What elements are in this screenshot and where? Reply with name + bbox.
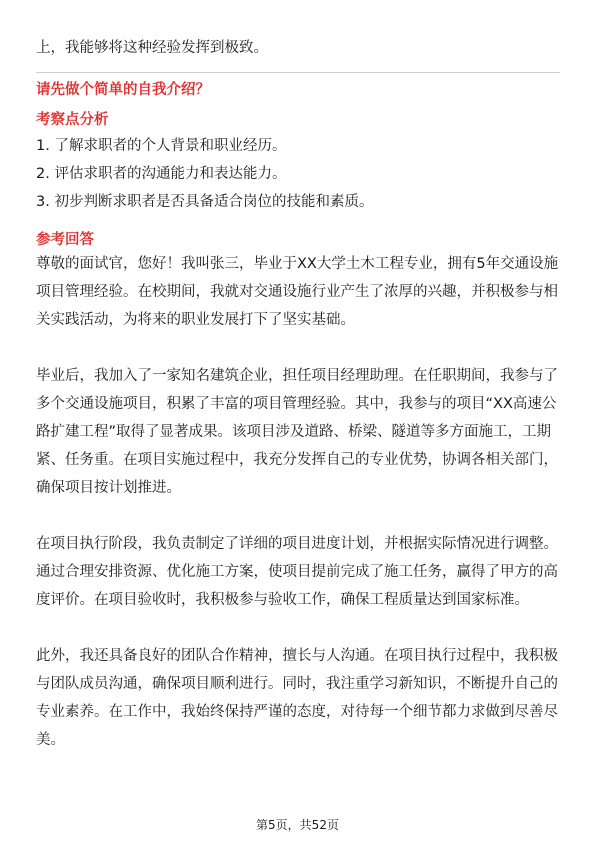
question-heading: 请先做个简单的自我介绍？ — [36, 82, 210, 98]
answer-paragraph — [36, 362, 560, 502]
list-item: 2. 评估求职者的沟通能力和表达能力。 — [36, 166, 287, 182]
text-line: 紧、任务重。在项目实施过程中，我充分发挥自己的专业优势，协调各相关部门， — [36, 452, 558, 468]
text-line: 确保项目按计划推进。 — [36, 480, 181, 496]
answer-title: 参考回答 — [36, 232, 94, 248]
answer-body — [36, 250, 560, 754]
divider — [36, 72, 560, 73]
list-item: 1. 了解求职者的个人背景和职业经历。 — [36, 138, 287, 154]
text-line: 美。 — [36, 732, 65, 748]
text-line: 在项目执行阶段，我负责制定了详细的项目进度计划，并根据实际情况进行调整。 — [36, 536, 558, 552]
text-line: 与团队成员沟通，确保项目顺利进行。同时，我注重学习新知识，不断提升自己的 — [36, 676, 558, 692]
text-line: 毕业后，我加入了一家知名建筑企业，担任项目经理助理。在任职期间，我参与了 — [36, 368, 558, 384]
text-line: 关实践活动，为将来的职业发展打下了坚实基础。 — [36, 312, 355, 328]
text-line: 度评价。在项目验收时，我积极参与验收工作，确保工程质量达到国家标准。 — [36, 592, 529, 608]
answer-paragraph — [36, 250, 560, 334]
page-number: 第5页，共52页 — [256, 818, 339, 832]
analysis-list — [36, 132, 373, 216]
analysis-title: 考察点分析 — [36, 112, 109, 128]
text-line: 项目管理经验。在校期间，我就对交通设施行业产生了浓厚的兴趣，并积极参与相 — [36, 284, 558, 300]
answer-paragraph — [36, 530, 560, 614]
continuation-text: 上，我能够将这种经验发挥到极致。 — [36, 40, 268, 56]
text-line: 尊敬的面试官，您好！我叫张三，毕业于XX大学土木工程专业，拥有5年交通设施 — [36, 256, 559, 272]
text-line: 多个交通设施项目，积累了丰富的项目管理经验。其中，我参与的项目“XX高速公 — [36, 396, 557, 412]
answer-paragraph — [36, 642, 560, 754]
list-item: 3. 初步判断求职者是否具备适合岗位的技能和素质。 — [36, 194, 374, 210]
text-line: 此外，我还具备良好的团队合作精神，擅长与人沟通。在项目执行过程中，我积极 — [36, 648, 558, 664]
text-line: 路扩建工程”取得了显著成果。该项目涉及道路、桥梁、隧道等多方面施工，工期 — [36, 424, 552, 440]
text-line: 通过合理安排资源、优化施工方案，使项目提前完成了施工任务，赢得了甲方的高 — [36, 564, 558, 580]
text-line: 专业素养。在工作中，我始终保持严谨的态度，对待每一个细节都力求做到尽善尽 — [36, 704, 558, 720]
